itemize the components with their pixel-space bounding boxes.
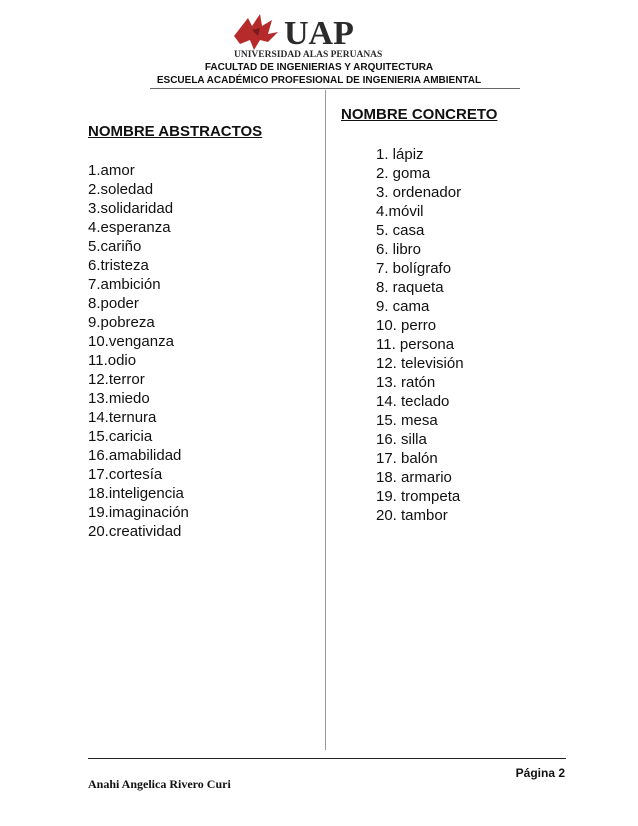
list-item: 12. televisión [376,355,464,372]
university-logo [230,10,410,60]
list-item: 13.miedo [88,390,150,407]
list-item: 15.caricia [88,428,153,445]
list-item: 4.esperanza [88,219,171,236]
list-item: 1. lápiz [376,146,424,163]
list-item: 16.amabilidad [88,447,182,464]
logo-subtitle: UNIVERSIDAD ALAS PERUANAS [234,50,383,60]
faculty-heading: FACULTAD DE INGENIERIAS Y ARQUITECTURA [204,62,434,73]
list-item: 11.odio [88,352,137,369]
list-item: 4.móvil [376,203,424,220]
list-item: 17. balón [376,450,438,467]
list-item: 19. trompeta [376,488,461,505]
list-item: 3. ordenador [376,184,462,201]
list-item: 3.solidaridad [88,200,174,217]
list-item: 15. mesa [376,412,438,429]
list-item: 16. silla [376,431,427,448]
concrete-nouns-title: NOMBRE CONCRETO [341,106,498,123]
header-rule [150,88,520,89]
list-item: 10. perro [376,317,437,334]
list-item: 7. bolígrafo [376,260,452,277]
list-item: 10.venganza [88,333,174,350]
abstract-nouns-list [88,161,189,541]
list-item: 17.cortesía [88,466,163,483]
list-item: 5. casa [376,222,425,239]
footer-rule [88,758,566,759]
abstract-nouns-title: NOMBRE ABSTRACTOS [88,123,263,140]
page-number: Página 2 [515,766,565,780]
list-item: 9.pobreza [88,314,155,331]
list-item: 6. libro [376,241,422,258]
list-item: 18. armario [376,469,452,486]
concrete-nouns-list [376,145,464,525]
list-item: 13. ratón [376,374,436,391]
list-item: 18.inteligencia [88,485,184,502]
list-item: 8.poder [88,295,139,312]
list-item: 19.imaginación [88,504,189,521]
list-item: 14.ternura [88,409,157,426]
list-item: 8. raqueta [376,279,444,296]
list-item: 1.amor [88,162,135,179]
logo-wordmark: UAP [284,15,354,52]
school-heading: ESCUELA ACADÉMICO PROFESIONAL DE INGENIERIA AMBIENTAL [156,75,482,86]
list-item: 2. goma [376,165,431,182]
list-item: 9. cama [376,298,430,315]
list-item: 20.creatividad [88,523,182,540]
author-name: Anahi Angelica Rivero Curi [88,777,231,791]
list-item: 11. persona [376,336,455,353]
eagle-logo-icon [230,10,410,60]
list-item: 6.tristeza [88,257,149,274]
list-item: 7.ambición [88,276,161,293]
list-item: 2.soledad [88,181,154,198]
list-item: 5.cariño [88,238,142,255]
list-item: 14. teclado [376,393,450,410]
list-item: 20. tambor [376,507,448,524]
column-divider [325,90,326,750]
list-item: 12.terror [88,371,145,388]
